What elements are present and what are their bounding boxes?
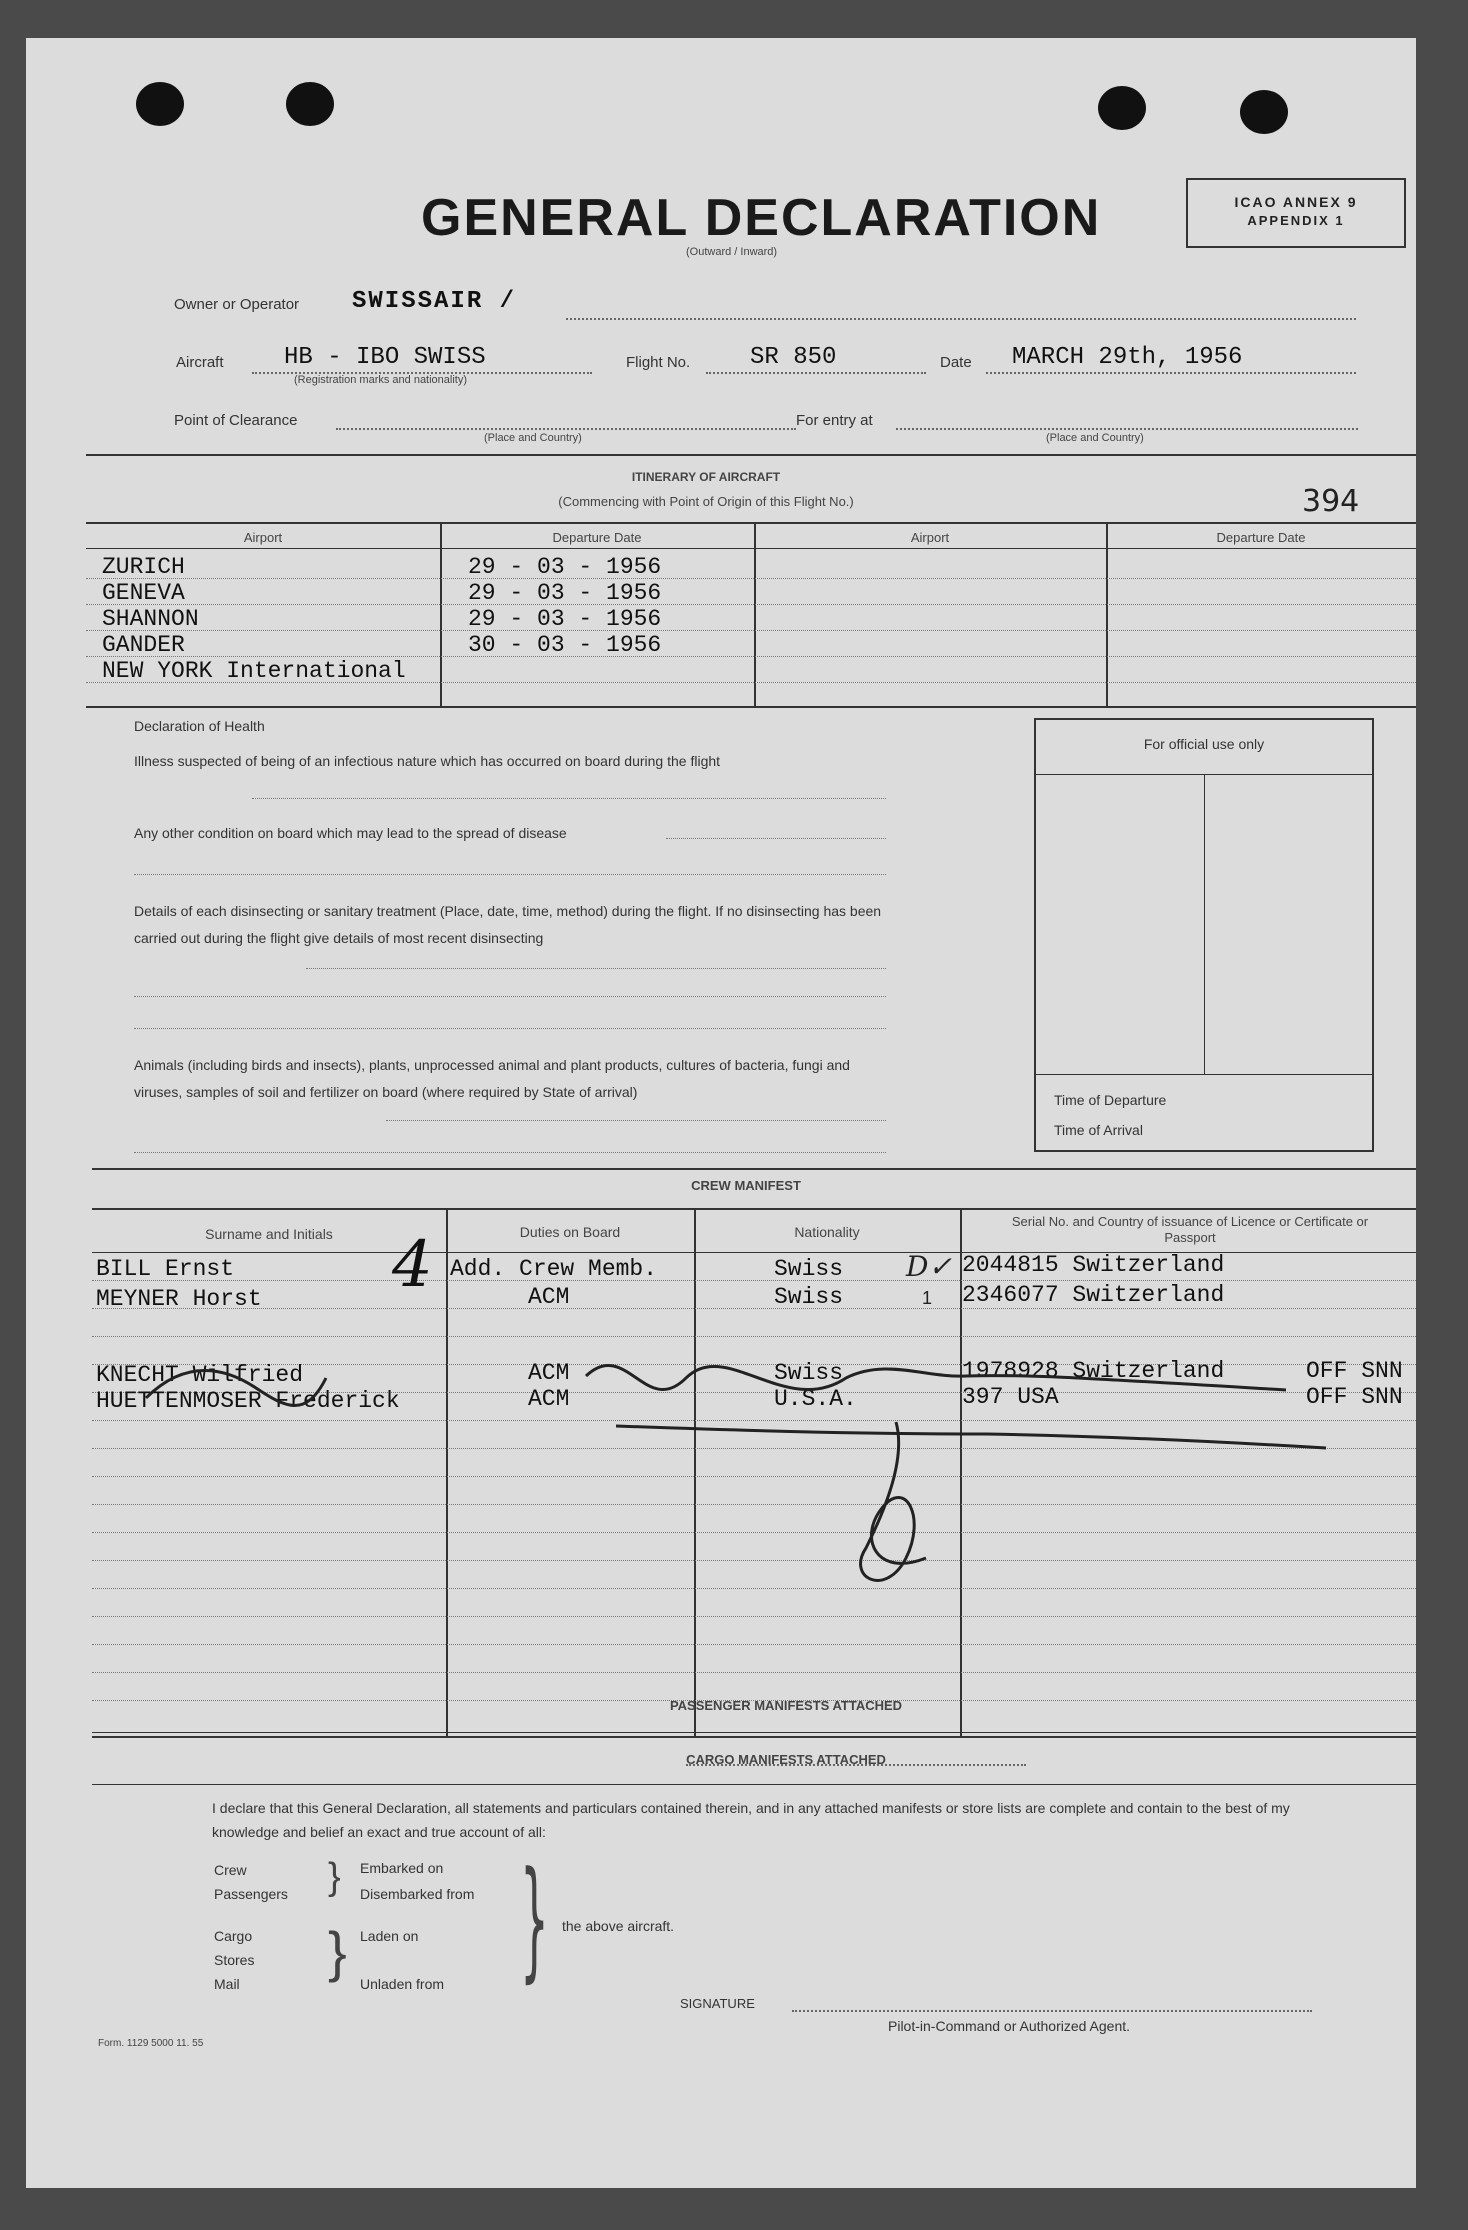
page-number: 394: [1302, 484, 1360, 519]
crew-nationality: U.S.A.: [774, 1386, 857, 1412]
date-value: MARCH 29th, 1956: [1012, 344, 1243, 371]
health-illness: Illness suspected of being of an infectious nature which has occurred on board during the flight: [134, 753, 721, 769]
entry-label: For entry at: [796, 412, 873, 429]
decl-disembarked: Disembarked from: [360, 1886, 475, 1902]
owner-label: Owner or Operator: [174, 296, 300, 313]
pilot-label: Pilot-in-Command or Authorized Agent.: [888, 2018, 1131, 2034]
itin-header-date-2: Departure Date: [1216, 530, 1306, 545]
itin-date: 29 - 03 - 1956: [468, 606, 662, 632]
decl-cargo: Cargo: [214, 1928, 253, 1944]
decl-stores: Stores: [214, 1952, 255, 1968]
crew-serial: 1978928 Switzerland: [962, 1358, 1225, 1384]
crew-title: CREW MANIFEST: [691, 1178, 801, 1193]
crew-name: HUETTENMOSER Frederick: [96, 1388, 400, 1414]
decl-passengers: Passengers: [214, 1886, 288, 1902]
declaration-text: I declare that this General Declaration, all statements and particulars contained therein, and in any attached manifests or store lists are complete and contain to the best of my knowledge and belief an exact and true account of all:: [212, 1800, 1290, 1840]
aircraft-value: HB - IBO SWISS: [284, 344, 486, 371]
itin-airport: ZURICH: [102, 554, 185, 580]
itin-date: 29 - 03 - 1956: [468, 580, 662, 606]
crew-note: OFF SNN: [1306, 1358, 1403, 1384]
itin-header-airport-2: Airport: [910, 530, 950, 545]
itin-header-airport-1: Airport: [243, 530, 283, 545]
icao-line2: APPENDIX 1: [1247, 213, 1345, 228]
crew-duty: ACM: [528, 1284, 570, 1310]
itinerary-subtitle: (Commencing with Point of Origin of this Flight No.): [558, 494, 854, 509]
crew-name: KNECHT Wilfried: [96, 1362, 304, 1388]
decl-crew: Crew: [214, 1862, 247, 1878]
crew-duty: ACM: [528, 1386, 570, 1412]
signature-line[interactable]: [792, 2010, 1312, 2012]
decl-above-aircraft: the above aircraft.: [562, 1918, 675, 1934]
owner-value: SWISSAIR /: [352, 288, 517, 315]
crew-nationality: Swiss: [774, 1284, 844, 1310]
health-title: Declaration of Health: [134, 718, 265, 734]
itinerary-title: ITINERARY OF AIRCRAFT: [631, 470, 781, 484]
crew-duty: Add. Crew Memb.: [450, 1256, 658, 1282]
itin-airport: GANDER: [102, 632, 185, 658]
date-label: Date: [940, 354, 972, 371]
flight-label: Flight No.: [626, 354, 691, 371]
form-number: Form. 1129 5000 11. 55: [98, 2038, 204, 2049]
itin-airport: SHANNON: [102, 606, 199, 632]
decl-embarked: Embarked on: [360, 1860, 444, 1876]
signature-label: SIGNATURE: [680, 1996, 755, 2011]
itin-airport: NEW YORK International: [102, 658, 406, 684]
itin-airport: GENEVA: [102, 580, 185, 606]
itin-date: 29 - 03 - 1956: [468, 554, 662, 580]
time-arrival-label: Time of Arrival: [1054, 1122, 1143, 1138]
crew-header-duty: Duties on Board: [519, 1224, 621, 1240]
aircraft-note: (Registration marks and nationality): [294, 374, 468, 386]
crew-mark: 1: [922, 1288, 933, 1308]
crew-duty: ACM: [528, 1360, 570, 1386]
crew-nationality: Swiss: [774, 1256, 844, 1282]
page-subtitle: (Outward / Inward): [686, 246, 778, 258]
crew-nationality: Swiss: [774, 1360, 844, 1386]
flight-value: SR 850: [750, 344, 837, 371]
cargo-manifests-attached: CARGO MANIFESTS ATTACHED: [686, 1752, 886, 1767]
time-departure-label: Time of Departure: [1054, 1092, 1167, 1108]
crew-note: OFF SNN: [1306, 1384, 1403, 1410]
decl-unladen: Unladen from: [360, 1976, 445, 1992]
crew-header-nationality: Nationality: [794, 1224, 860, 1240]
itin-header-date-1: Departure Date: [552, 530, 642, 545]
crew-serial: 2346077 Switzerland: [962, 1282, 1225, 1308]
clearance-label: Point of Clearance: [174, 412, 298, 429]
official-title: For official use only: [1143, 736, 1265, 752]
clearance-note: (Place and Country): [484, 432, 582, 444]
page-title: GENERAL DECLARATION: [421, 189, 1102, 247]
decl-mail: Mail: [214, 1976, 240, 1992]
entry-note: (Place and Country): [1046, 432, 1144, 444]
aircraft-label: Aircraft: [176, 354, 224, 371]
health-animals: Animals (including birds and insects), plants, unprocessed animal and plant products, cultures of bacteria, fungi and viruses, samples of soil and fertilizer on board (where required by State of arrival): [134, 1057, 850, 1100]
crew-name: MEYNER Horst: [96, 1286, 262, 1312]
crew-serial: 397 USA: [962, 1384, 1059, 1410]
crew-name: BILL Ernst: [96, 1256, 235, 1282]
handwritten-mark: 4: [392, 1228, 433, 1302]
crew-header-name: Surname and Initials: [205, 1226, 333, 1242]
document-sheet: GENERAL DECLARATION (Outward / Inward) ICAO ANNEX 9 APPENDIX 1 Owner or Operator SWISSAIR / Aircraft HB - IBO SWISS (Registration marks and nationality) Flight No. SR 850 Date MARCH 29th, 1956 Point of Clearance (Place and Country) For entry at (Place and Country) ITINERARY OF AIRCRAFT (Commencing with Point of Origin of this Flight No.) 394 Airport Departure Date Airport Departure Date ZURICH 29 - 03 - 1956 GENEVA 29 - 03 - 1956 SHANNON 29 - 03 - 1956 GANDER 30 - 03 - 1956 NEW YORK International Declaration of Health Illness suspected of being of an infectious nature which has occurred on board during the flight Any other condition on board which may lead to the spread of disease Details of each disinsecting or sanitary treatment (Place, date, time, method) during the flight. If no disinsecting has been carried out during the flight give details of most recent disinsecting Animals (including birds and insects), plants, unprocessed animal and plant products, cultures of bacteria, fungi and viruses, samples of soil and fertilizer on board (where required by State of arrival) For official use only Time of Departure Time of Arrival CREW MANIFEST Surname and Initials Duties on Board Nationality Serial No. and Country of issuance of Licence or Certificate or Passport BILL Ernst Add. Crew Memb. Swiss D✓ 2044815 Switzerland MEYNER Horst ACM Swiss 1 2346077 Switzerland KNECHT Wilfried ACM Swiss 1978928 Switzerland OFF SNN HUETTENMOSER Frederick ACM U.S.A. 397 USA OFF SNN 4 PASSENGER MANIFESTS ATTACHED CARGO MANIFESTS ATTACHED I declare that this General Declaration, all statements and particulars contained therein, and in any attached manifests or store lists are complete and contain to the best of my knowledge and belief an exact and true account of all: Crew Passengers } Embarked on Disembarked from Cargo Stores Mail } Laden on Unladen from } the above aircraft. SIGNATURE Pilot-in-Command or Authorized Agent. Form. 1129 5000 11. 55: [26, 38, 1416, 2188]
crew-serial: 2044815 Switzerland: [962, 1252, 1225, 1278]
itin-date: 30 - 03 - 1956: [468, 632, 662, 658]
icao-line1: ICAO ANNEX 9: [1234, 194, 1358, 210]
health-disinsecting: Details of each disinsecting or sanitary treatment (Place, date, time, method) during the flight. If no disinsecting has been carried out during the flight give details of most recent disinsecting: [134, 903, 882, 946]
passenger-manifests-attached: PASSENGER MANIFESTS ATTACHED: [669, 1698, 903, 1713]
crew-check-mark: D✓: [906, 1250, 952, 1283]
health-other: Any other condition on board which may lead to the spread of disease: [134, 825, 567, 841]
crew-header-serial: Serial No. and Country of issuance of Licence or Certificate or Passport: [1011, 1214, 1369, 1245]
decl-laden: Laden on: [360, 1928, 419, 1944]
